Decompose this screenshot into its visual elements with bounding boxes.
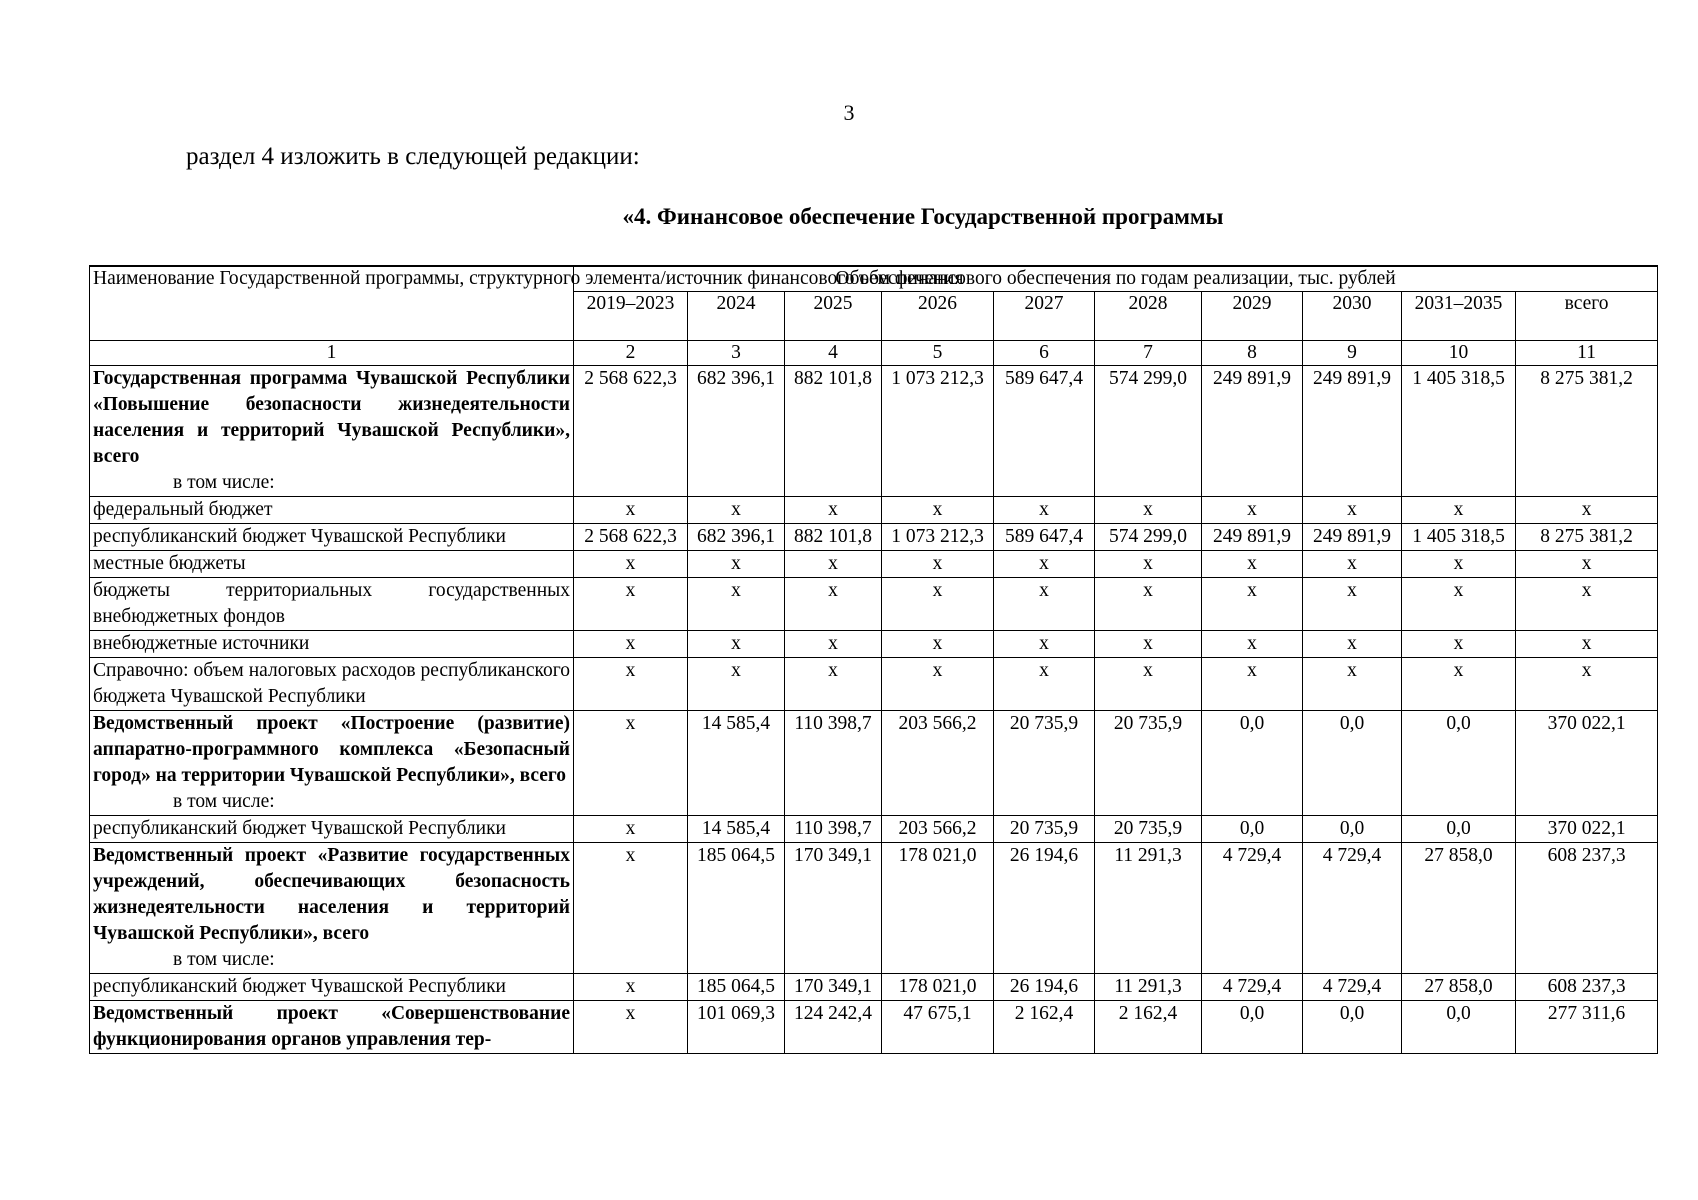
year-header: 2030 — [1303, 292, 1402, 341]
value-cell: x — [1095, 631, 1202, 658]
row-name-cell — [90, 497, 574, 524]
value-cell: x — [1516, 497, 1658, 524]
row-name: местные бюджеты — [93, 553, 246, 574]
value-cell: x — [1303, 631, 1402, 658]
table-row — [90, 658, 1658, 711]
value-cell: x — [574, 711, 688, 816]
table-row — [90, 524, 1658, 551]
value-cell: 203 566,2 — [882, 711, 994, 816]
table-row — [90, 1001, 1658, 1054]
row-name: республиканский бюджет Чувашской Республики — [93, 818, 506, 839]
value-cell: x — [1516, 551, 1658, 578]
value-cell: x — [1402, 497, 1516, 524]
value-cell: 1 073 212,3 — [882, 366, 994, 497]
year-header: 2019–2023 — [574, 292, 688, 341]
value-cell: 110 398,7 — [785, 711, 882, 816]
row-name-cell — [90, 631, 574, 658]
value-cell: 8 275 381,2 — [1516, 524, 1658, 551]
value-cell: x — [688, 551, 785, 578]
value-cell: 249 891,9 — [1202, 524, 1303, 551]
including-label: в том числе: — [173, 949, 275, 970]
column-number: 4 — [785, 341, 882, 366]
value-cell: 370 022,1 — [1516, 816, 1658, 843]
column-number: 7 — [1095, 341, 1202, 366]
value-cell: 0,0 — [1402, 711, 1516, 816]
row-name-cell — [90, 816, 574, 843]
value-cell: x — [1402, 551, 1516, 578]
value-cell: x — [1516, 578, 1658, 631]
row-name: Ведомственный проект «Развитие государственных учреждений, обеспечивающих безопасность жизнедеятельности населения и территорий Чувашской Республики», всего — [93, 845, 570, 944]
value-cell: 882 101,8 — [785, 366, 882, 497]
column-number: 6 — [994, 341, 1095, 366]
value-cell: x — [688, 631, 785, 658]
value-cell: x — [574, 631, 688, 658]
row-name: Ведомственный проект «Построение (развитие) аппаратно-программного комплекса «Безопасный город» на территории Чувашской Республики», всего — [93, 713, 570, 786]
value-cell: 574 299,0 — [1095, 524, 1202, 551]
including-label: в том числе: — [173, 472, 275, 493]
intro-text: раздел 4 изложить в следующей редакции: — [186, 143, 640, 170]
value-cell: 178 021,0 — [882, 974, 994, 1001]
value-cell: x — [574, 974, 688, 1001]
value-cell: x — [785, 658, 882, 711]
value-cell: x — [1516, 631, 1658, 658]
value-cell: 14 585,4 — [688, 711, 785, 816]
value-cell: 4 729,4 — [1303, 974, 1402, 1001]
value-cell: 882 101,8 — [785, 524, 882, 551]
row-name-cell — [90, 1001, 574, 1054]
row-name-cell — [90, 578, 574, 631]
year-header: 2031–2035 — [1402, 292, 1516, 341]
value-cell: 1 405 318,5 — [1402, 524, 1516, 551]
value-cell: x — [882, 578, 994, 631]
value-cell: x — [785, 631, 882, 658]
value-cell: 682 396,1 — [688, 366, 785, 497]
page-number: 3 — [843, 100, 855, 125]
value-cell: x — [1402, 658, 1516, 711]
value-cell: x — [994, 551, 1095, 578]
value-cell: x — [785, 551, 882, 578]
value-cell: 170 349,1 — [785, 974, 882, 1001]
column-number: 10 — [1402, 341, 1516, 366]
value-cell: 47 675,1 — [882, 1001, 994, 1054]
table-row — [90, 974, 1658, 1001]
row-name: внебюджетные источники — [93, 633, 310, 654]
value-cell: 185 064,5 — [688, 974, 785, 1001]
value-cell: 110 398,7 — [785, 816, 882, 843]
value-cell: 2 162,4 — [994, 1001, 1095, 1054]
table-row — [90, 497, 1658, 524]
value-cell: 249 891,9 — [1303, 366, 1402, 497]
value-cell: 11 291,3 — [1095, 843, 1202, 974]
value-cell: 4 729,4 — [1303, 843, 1402, 974]
value-cell: x — [1202, 497, 1303, 524]
value-cell: 20 735,9 — [1095, 816, 1202, 843]
column-number: 2 — [574, 341, 688, 366]
row-name-cell — [90, 974, 574, 1001]
row-name: республиканский бюджет Чувашской Республики — [93, 526, 506, 547]
value-cell: 124 242,4 — [785, 1001, 882, 1054]
value-cell: x — [1516, 658, 1658, 711]
table-row — [90, 816, 1658, 843]
column-number: 8 — [1202, 341, 1303, 366]
value-cell: 14 585,4 — [688, 816, 785, 843]
value-cell: 27 858,0 — [1402, 843, 1516, 974]
value-cell: x — [574, 551, 688, 578]
value-cell: 170 349,1 — [785, 843, 882, 974]
value-cell: x — [1095, 578, 1202, 631]
value-cell: x — [1303, 658, 1402, 711]
value-cell: 608 237,3 — [1516, 843, 1658, 974]
value-cell: 608 237,3 — [1516, 974, 1658, 1001]
name-column-header: Наименование Государственной программы, структурного элемента/источник финансового обеспечения — [90, 266, 574, 341]
value-cell: x — [574, 1001, 688, 1054]
row-name-cell — [90, 843, 574, 974]
value-cell: x — [1402, 578, 1516, 631]
year-header: 2025 — [785, 292, 882, 341]
value-cell: 11 291,3 — [1095, 974, 1202, 1001]
value-cell: x — [1202, 631, 1303, 658]
value-cell: 2 568 622,3 — [574, 366, 688, 497]
value-cell: 0,0 — [1303, 711, 1402, 816]
value-cell: x — [882, 631, 994, 658]
value-cell: 0,0 — [1402, 816, 1516, 843]
section-heading: «4. Финансовое обеспечение Государственной программы — [622, 204, 1224, 229]
value-cell: x — [882, 551, 994, 578]
column-number: 11 — [1516, 341, 1658, 366]
year-header: 2029 — [1202, 292, 1303, 341]
value-cell: 27 858,0 — [1402, 974, 1516, 1001]
value-cell: x — [1202, 551, 1303, 578]
value-cell: x — [1402, 631, 1516, 658]
row-name-cell — [90, 366, 574, 497]
table-row — [90, 631, 1658, 658]
value-cell: 1 405 318,5 — [1402, 366, 1516, 497]
value-cell: x — [574, 578, 688, 631]
funding-group-header: Объем финансового обеспечения по годам реализации, тыс. рублей — [574, 266, 1658, 292]
row-name: Справочно: объем налоговых расходов республиканского бюджета Чувашской Республики — [93, 660, 570, 707]
value-cell: x — [882, 658, 994, 711]
including-label: в том числе: — [173, 791, 275, 812]
value-cell: 249 891,9 — [1202, 366, 1303, 497]
row-name-cell — [90, 658, 574, 711]
table-body — [90, 366, 1658, 1054]
value-cell: 0,0 — [1303, 816, 1402, 843]
value-cell: x — [994, 578, 1095, 631]
value-cell: 0,0 — [1202, 816, 1303, 843]
value-cell: x — [1202, 578, 1303, 631]
column-number: 3 — [688, 341, 785, 366]
value-cell: x — [785, 497, 882, 524]
row-name: бюджеты территориальных государственных внебюджетных фондов — [93, 580, 570, 627]
value-cell: 178 021,0 — [882, 843, 994, 974]
row-name: Государственная программа Чувашской Республики «Повышение безопасности жизнедеятельности населения и территорий Чувашской Республики», всего — [93, 368, 570, 467]
value-cell: 26 194,6 — [994, 843, 1095, 974]
value-cell: 589 647,4 — [994, 366, 1095, 497]
value-cell: 589 647,4 — [994, 524, 1095, 551]
row-name-cell — [90, 711, 574, 816]
value-cell: x — [688, 658, 785, 711]
value-cell: x — [1303, 551, 1402, 578]
column-number: 9 — [1303, 341, 1402, 366]
value-cell: 249 891,9 — [1303, 524, 1402, 551]
year-header: 2026 — [882, 292, 994, 341]
value-cell: x — [785, 578, 882, 631]
value-cell: x — [1095, 551, 1202, 578]
table-row — [90, 366, 1658, 497]
value-cell: x — [994, 497, 1095, 524]
value-cell: 8 275 381,2 — [1516, 366, 1658, 497]
value-cell: 2 162,4 — [1095, 1001, 1202, 1054]
value-cell: 185 064,5 — [688, 843, 785, 974]
column-number: 5 — [882, 341, 994, 366]
row-name: республиканский бюджет Чувашской Республики — [93, 976, 506, 997]
value-cell: 101 069,3 — [688, 1001, 785, 1054]
value-cell: 1 073 212,3 — [882, 524, 994, 551]
value-cell: 277 311,6 — [1516, 1001, 1658, 1054]
value-cell: x — [1303, 578, 1402, 631]
year-header: 2027 — [994, 292, 1095, 341]
value-cell: x — [574, 658, 688, 711]
value-cell: x — [994, 631, 1095, 658]
year-header-total: всего — [1516, 292, 1658, 341]
value-cell: x — [994, 658, 1095, 711]
value-cell: x — [882, 497, 994, 524]
value-cell: 20 735,9 — [994, 816, 1095, 843]
table-row — [90, 711, 1658, 816]
year-header: 2024 — [688, 292, 785, 341]
value-cell: x — [688, 497, 785, 524]
value-cell: 20 735,9 — [994, 711, 1095, 816]
value-cell: x — [574, 843, 688, 974]
value-cell: 682 396,1 — [688, 524, 785, 551]
financing-table — [89, 265, 1658, 1054]
value-cell: x — [1095, 497, 1202, 524]
table-row — [90, 551, 1658, 578]
row-name-cell — [90, 551, 574, 578]
value-cell: 20 735,9 — [1095, 711, 1202, 816]
value-cell: x — [1303, 497, 1402, 524]
value-cell: 574 299,0 — [1095, 366, 1202, 497]
value-cell: 370 022,1 — [1516, 711, 1658, 816]
value-cell: 0,0 — [1202, 1001, 1303, 1054]
value-cell: x — [574, 497, 688, 524]
row-name-cell — [90, 524, 574, 551]
value-cell: 0,0 — [1202, 711, 1303, 816]
value-cell: 4 729,4 — [1202, 843, 1303, 974]
year-header: 2028 — [1095, 292, 1202, 341]
row-name: федеральный бюджет — [93, 499, 273, 520]
value-cell: 4 729,4 — [1202, 974, 1303, 1001]
row-name: Ведомственный проект «Совершенствование функционирования органов управления тер- — [93, 1003, 570, 1050]
value-cell: 2 568 622,3 — [574, 524, 688, 551]
value-cell: 203 566,2 — [882, 816, 994, 843]
value-cell: x — [1202, 658, 1303, 711]
value-cell: 0,0 — [1402, 1001, 1516, 1054]
table-row — [90, 578, 1658, 631]
value-cell: 26 194,6 — [994, 974, 1095, 1001]
value-cell: 0,0 — [1303, 1001, 1402, 1054]
value-cell: x — [574, 816, 688, 843]
table-row — [90, 843, 1658, 974]
value-cell: x — [688, 578, 785, 631]
column-number: 1 — [90, 341, 574, 366]
value-cell: x — [1095, 658, 1202, 711]
